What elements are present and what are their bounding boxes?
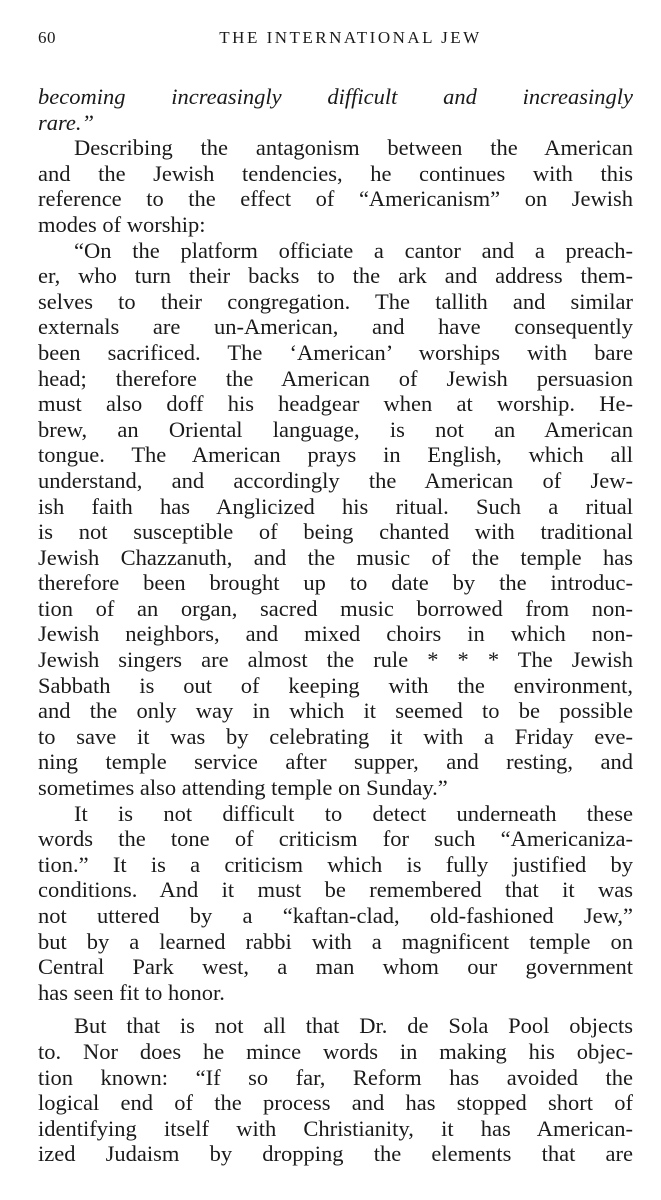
- text-line: It is not difficult to detect underneath these: [74, 800, 633, 826]
- text-line: understand, and accordingly the American of Jew-: [38, 467, 633, 493]
- text-line: ized Judaism by dropping the elements that are: [38, 1141, 633, 1167]
- running-head: THE INTERNATIONAL JEW: [219, 28, 482, 47]
- text-line: Central Park west, a man whom our government: [38, 954, 633, 980]
- text-line: to. Nor does he mince words in making his objec-: [38, 1038, 633, 1064]
- text-line: logical end of the process and has stopped short of: [38, 1090, 633, 1116]
- body-text: [38, 84, 633, 1167]
- text-line: conditions. And it must be remembered that it was: [38, 877, 633, 903]
- text-line: rare.”: [38, 109, 95, 135]
- text-line: words the tone of criticism for such “Americaniza-: [38, 826, 633, 852]
- text-line: but by a learned rabbi with a magnificent temple on: [38, 928, 633, 954]
- text-line: and the only way in which it seemed to be possible: [38, 698, 633, 724]
- text-line: not uttered by a “kaftan-clad, old-fashioned Jew,”: [38, 903, 633, 928]
- text-line: and the Jewish tendencies, he continues with this: [38, 160, 633, 186]
- text-line: But that is not all that Dr. de Sola Pool objects: [74, 1013, 633, 1039]
- text-line: brew, an Oriental language, is not an American: [38, 416, 633, 442]
- page-header: [38, 28, 633, 52]
- text-line: therefore been brought up to date by the introduc-: [38, 570, 633, 596]
- page-number: 60: [38, 28, 56, 47]
- text-line: tion known: “If so far, Reform has avoided the: [38, 1064, 633, 1090]
- text-line: tion of an organ, sacred music borrowed from non-: [38, 595, 633, 621]
- text-line: identifying itself with Christianity, it has American-: [38, 1115, 633, 1141]
- text-line: head; therefore the American of Jewish persuasion: [38, 365, 633, 391]
- text-line: to save it was by celebrating it with a Friday eve-: [38, 723, 633, 749]
- text-line: tongue. The American prays in English, which all: [38, 442, 633, 468]
- text-line: must also doff his headgear when at worship. He-: [38, 391, 633, 417]
- text-line: Jewish Chazzanuth, and the music of the temple has: [38, 544, 633, 570]
- text-line: “On the platform officiate a cantor and a preach-: [74, 237, 633, 263]
- text-line: has seen fit to honor.: [38, 979, 225, 1005]
- paragraph-gap: [38, 1005, 633, 1013]
- text-line: reference to the effect of “Americanism” on Jewish: [38, 186, 633, 212]
- text-line: Sabbath is out of keeping with the environment,: [38, 672, 633, 698]
- text-line: Describing the antagonism between the American: [74, 135, 633, 161]
- text-line: modes of worship:: [38, 211, 206, 237]
- text-line: tion.” It is a criticism which is fully justified by: [38, 851, 633, 877]
- text-line: externals are un-American, and have consequently: [38, 314, 633, 340]
- text-line: Jewish neighbors, and mixed choirs in which non-: [38, 621, 633, 647]
- text-line: is not susceptible of being chanted with traditional: [38, 519, 633, 545]
- text-line: becoming increasingly difficult and increasingly: [38, 84, 633, 109]
- text-line: sometimes also attending temple on Sunday.”: [38, 775, 448, 801]
- text-line: Jewish singers are almost the rule * * * The Jewish: [38, 647, 633, 673]
- text-line: ish faith has Anglicized his ritual. Such a ritual: [38, 493, 633, 519]
- text-line: er, who turn their backs to the ark and address them-: [38, 263, 633, 289]
- text-line: selves to their congregation. The tallith and similar: [38, 288, 633, 314]
- text-line: been sacrificed. The ‘American’ worships with bare: [38, 339, 633, 365]
- text-line: ning temple service after supper, and resting, and: [38, 749, 633, 775]
